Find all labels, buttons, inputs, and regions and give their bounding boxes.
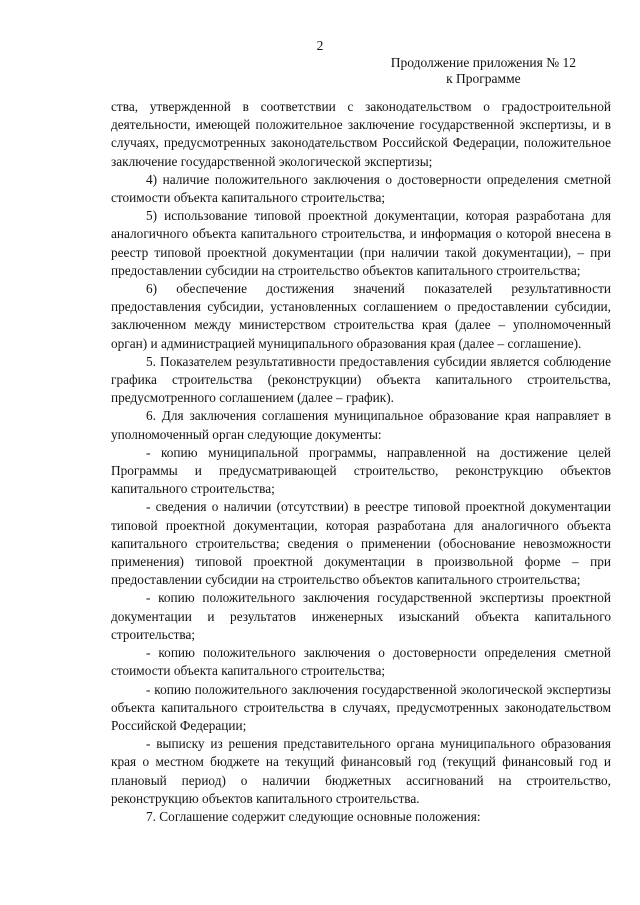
appendix-header-line1: Продолжение приложения № 12 [390,55,576,70]
document-list-item-program: - копию муниципальной программы, направленной на достижение целей Программы и предусматривающей строительство, реконструкцию объектов капитального строительства; [111,444,611,497]
paragraph-continuation: ства, утвержденной в соответствии с законодательством о градостроительной деятельности, имеющей положительное заключение государственной экспертизы, и в случаях, предусмотренных законодательством Российской Федерации, положительное заключение государственной экологической экспертизы; [111,99,611,169]
paragraph-clause-5: 5. Показателем результативности предоставления субсидии является соблюдение графика строительства (реконструкции) объекта капитального строительства, предусмотренного соглашением (далее – график). [111,353,611,406]
appendix-header-line2: к Программе [446,70,521,86]
document-list-item-registry: - сведения о наличии (отсутствии) в реестре типовой проектной документации типовой проектной документации, которая разработана для аналогичного объекта капитального строительства; сведения о применении (обоснование невозможности применения) типовой проектной документации в произвольной форме – при предоставлении субсидии на строительство объектов капитального строительства; [111,499,611,588]
page-number: 2 [316,38,324,53]
appendix-header [391,55,576,86]
paragraph-item-5: 5) использование типовой проектной документации, которая разработана для аналогичного объекта капитального строительства, и информация о которой внесена в реестр типовой проектной документации (при наличии такой документации), – при предоставлении субсидии на строительство объектов капитального строительства; [111,208,611,278]
document-body [111,98,611,826]
paragraph-item-4: 4) наличие положительного заключения о достоверности определения сметной стоимости объекта капитального строительства; [111,171,611,206]
paragraph-clause-6: 6. Для заключения соглашения муниципальное образование края направляет в уполномоченный орган следующие документы: [111,408,611,442]
document-list-item-ecology: - копию положительного заключения государственной экологической экспертизы объекта капитального строительства в случаях, предусмотренных законодательством Российской Федерации; [111,681,611,733]
document-list-item-estimate: - копию положительного заключения о достоверности определения сметной стоимости объекта капитального строительства; [111,645,611,679]
document-list-item-budget: - выписку из решения представительного органа муниципального образования края о местном бюджете на текущий финансовый год (текущий финансовый год и плановый период) о наличии бюджетных ассигнований на строительство, реконструкцию объектов капитального строительства. [111,736,611,806]
document-list-item-expertise: - копию положительного заключения государственной экспертизы проектной документации и результатов инженерных изысканий объекта капитального строительства; [111,590,611,642]
paragraph-item-6: 6) обеспечение достижения значений показателей результативности предоставления субсидии, установленных соглашением о предоставлении субсидии, заключенном между министерством строительства края (далее – уполномоченный орган) и администрацией муниципального образования края (далее – соглашение). [111,281,611,351]
paragraph-clause-7: 7. Соглашение содержит следующие основные положения: [146,808,481,824]
